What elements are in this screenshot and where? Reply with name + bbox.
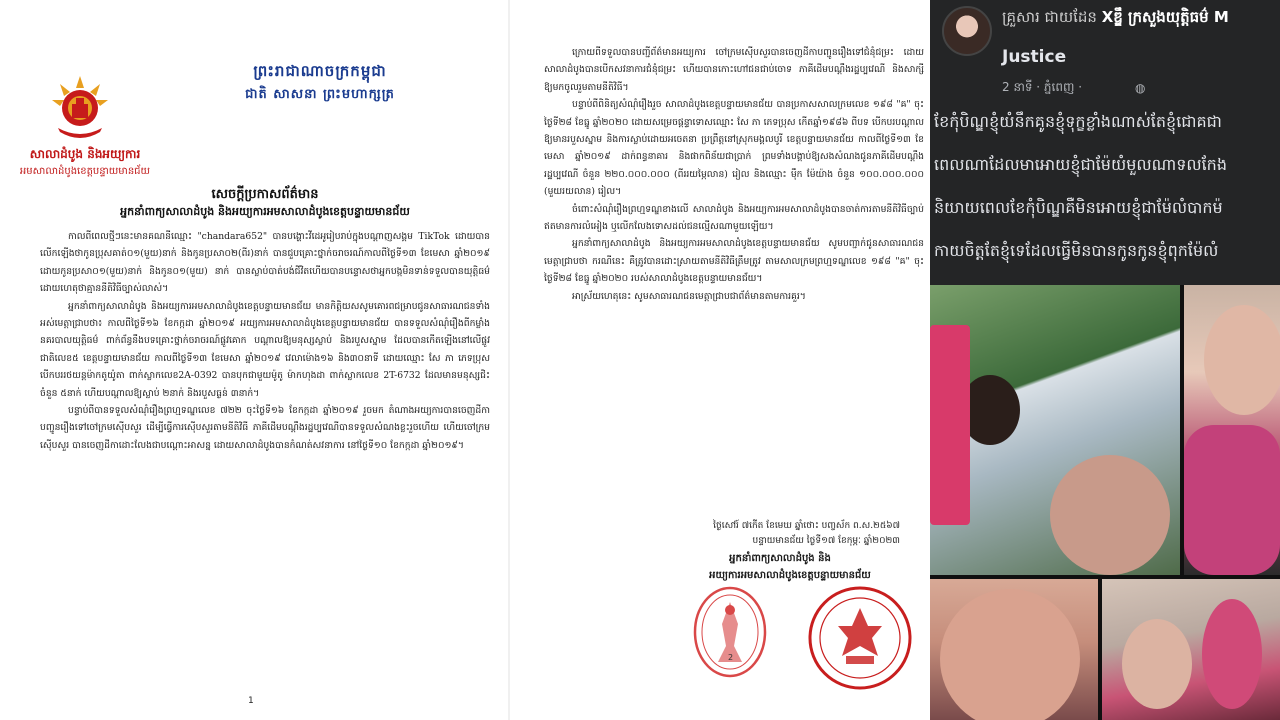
photo-figure — [940, 589, 1080, 720]
org-name-line2: អមសាលាដំបូងខេត្តបន្ទាយមានជ័យ — [19, 166, 151, 177]
official-seal-left-icon — [692, 584, 768, 680]
post-text-line: និយាយពេលខែកុំបិណ្ឌគឺមិនអោយខ្ញុំជាម៉ែលំបាកម៉ — [934, 198, 1223, 217]
group-name[interactable] — [1002, 8, 1229, 30]
letter-page-right — [510, 0, 930, 720]
post-photo-garden[interactable] — [930, 285, 1180, 575]
social-post-panel — [930, 0, 1280, 720]
paragraph: ចំពោះសំណុំរឿងព្រហ្មទណ្ឌខាងលើ សាលាដំបូង និងអយ្យការអមសាលាដំបូងបានចាត់ការតាមនីតិវិធីច្បាប់ ឥតមានការលំអៀង ឬលើកលែងទោសដល់ជនល្មើសណាមួយឡើយ។ — [544, 203, 924, 233]
document-title: សេចក្ដីប្រកាសព័ត៌មាន — [211, 187, 319, 202]
photo-grid — [930, 285, 1280, 720]
globe-icon: ◍ — [1135, 81, 1146, 95]
group-name-prefix: គ្រួសារ ជាយដែន — [1002, 8, 1102, 26]
paragraph: អ្នកនាំពាក្យសាលាដំបូង និងអយ្យការអមសាលាដំបូងខេត្តបន្ទាយមានជ័យ សូមបញ្ជាក់ជូនសាធារណជនមេត្តាជ្រាបថា ករណីនេះ គឺត្រូវបានដោះស្រាយតាមនីតិវិធីត្រឹមត្រូវ តាមសាលក្រមព្រហ្មទណ្ឌលេខ ១៩៨ "ឝ" ចុះថ្ងៃទី២៨ ខែធ្នូ ឆ្នាំ២០២០ របស់សាលាដំបូងខេត្តបន្ទាយមានជ័យ។ — [544, 238, 924, 285]
kingdom-header: ព្រះរាជាណាចក្រកម្ពុជា — [253, 62, 387, 80]
avatar[interactable] — [942, 6, 992, 56]
signer-title-line1: អ្នកនាំពាក្យសាលាដំបូង និង — [729, 553, 831, 564]
post-text-line: ខែកុំបិណ្ឌខ្ញុំយំនឹកគូនខ្ញុំទុក្ខខ្លាំងណាស់តែខ្ញុំជោគជា — [934, 112, 1222, 131]
official-seal-right-icon — [806, 586, 914, 690]
photo-figure — [1202, 599, 1262, 709]
post-author[interactable]: Justice — [1002, 47, 1067, 67]
signer-title-line2: អយ្យការអមសាលាដំបូងខេត្តបន្ទាយមានជ័យ — [709, 570, 871, 581]
paragraph: បន្ទាប់ពីពិនិត្យសំណុំរឿងរួច សាលាដំបូងខេត្តបន្ទាយមានជ័យ បានប្រកាសសាលក្រមលេខ ១៩៨ "ឝ" ចុះថ្ងៃទី២៨ ខែធ្នូ ឆ្នាំ២០២០ ដោយសម្រេចផ្ដន្ទាទោសឈ្មោះ សែ ភា ភេទប្រុស កើតឆ្នាំ១៩៨៦ ពីបទ បើកបរបណ្ដាលឱ្យមានរបួសស្នាម និងការស្លាប់ដោយអចេតនា ប្រព្រឹត្តនៅស្រុកមង្គលបូរី ខេត្តបន្ទាយមានជ័យ កាលពីថ្ងៃទី១៣ ខែមេសា ឆ្នាំ២០១៩ ដាក់ពន្ធនាគារ និងផាកពិន័យជាប្រាក់ ព្រមទាំងបង្គាប់ឱ្យសងសំណងជូនភាគីដើមបណ្ដឹងរដ្ឋប្បវេណី ចំនួន ២២០.០០០.០០០ (ពីររយម្ភៃលាន) រៀល និងឈ្មោះ ម៉ឹក ម៉ែយ៉ាង ចំនួន ១០០.០០០.០០០ (មួយរយលាន) រៀល។ — [544, 99, 924, 198]
paragraph: ក្រោយពីទទួលបានបញ្ជីព័ត៌មានអយ្យការ ចៅក្រមស៊ើបសួរបានចេញដីកាបញ្ជូនរឿងទៅជំនុំជម្រះ ដោយសាលាដំបូងបានបើកសវនាការជំនុំជម្រះ ហើយបានកោះហៅជនជាប់ចោទ ភាគីដើមបណ្ដឹងរដ្ឋប្បវេណី និងសាក្សីឱ្យមកចូលរួមតាមនីតិវិធី។ — [544, 47, 924, 93]
paragraph: បន្ទាប់ពីបានទទួលសំណុំរឿងព្រហ្មទណ្ឌលេខ ៧២២ ចុះថ្ងៃទី១៦ ខែកក្កដា ឆ្នាំ២០១៩ រួចមក តំណាងអយ្យការបានចេញដីកាបញ្ជូនរឿងទៅចៅក្រមស៊ើបសួរ ដើម្បីធ្វើការស៊ើបសួរតាមនីតិវិធី ភាគីដើមបណ្ដឹងរដ្ឋប្បវេណីបានទទួលសំណងខ្លះរួចហើយ ហើយចៅក្រមស៊ើបសួរ បានចេញដីកាដោះលែងជាបណ្ដោះអាសន្ន ដោយសាលាដំបូងបានកំណត់សវនាការ នៅថ្ងៃទី១០ ខែកក្កដា ឆ្នាំ២០១៩។ — [40, 405, 490, 451]
court-emblem-icon — [50, 74, 110, 140]
photo-figure — [930, 325, 970, 525]
paragraph: កាលពីពេលថ្មីៗនេះមានគណនីឈ្មោះ "chandara652" បានបង្ហោះវីដេអូរៀបរាប់ក្នុងបណ្តាញសង្គម TikTok ដោយបានលើកឡើងថាកូនប្រុសគាត់០១(មួយ)នាក់ និងកូនប្រសា០២(ពីរ)នាក់ បានជួបគ្រោះថ្នាក់ចរាចរណ៍កាលពីថ្ងៃទី១៣ ខែមេសា ឆ្នាំ២០១៩ ដោយកូនប្រសា០១(មួយ)នាក់ និងកូន០១(មួយ) នាក់ បានស្លាប់បាត់បង់ជីវិតហើយបានបន្ទោសថាអ្នកបង្កមិនទាន់ទទួលបានយុត្តិធម៌ដោយហេតុថាគ្មាននីតិវិធីច្បាស់លាស់។ — [40, 231, 490, 295]
post-text-line: កាយចិត្តតែខ្ញុំទេដែលធ្វើមិនបានកូនកូនខ្ញុំពុកម៉ែលំ — [934, 241, 1219, 260]
solar-date: បន្ទាយមានជ័យ ថ្ងៃទី១៧ ខែកុម្ភៈ ឆ្នាំ២០២៣ — [752, 536, 900, 546]
paragraph: អាស្រ័យហេតុនេះ សូមសាធារណជនមេត្តាជ្រាបជាព័ត៌មានតាមការគួរ។ — [572, 290, 806, 302]
post-photo-closeup[interactable] — [930, 579, 1098, 720]
post-header — [930, 0, 1280, 100]
page-number: 1 — [248, 696, 254, 706]
seal-number: 2 — [728, 653, 734, 662]
post-photo-car[interactable] — [1102, 579, 1280, 720]
photo-figure — [1122, 619, 1192, 709]
document-subtitle: អ្នកនាំពាក្យសាលាដំបូង និងអយ្យការអមសាលាដំបូងខេត្តបន្ទាយមានជ័យ — [120, 205, 410, 218]
lunar-date: ថ្ងៃសៅរ៍ ៧កើត ខែមេឃ ឆ្នាំថោះ បញ្ចស័ក ព.ស.២៥៦៧ — [713, 521, 900, 531]
photo-figure — [1204, 305, 1280, 415]
letter-body-left — [40, 228, 490, 688]
org-name-line1: សាលាដំបូង និងអយ្យការ — [29, 147, 141, 161]
post-photo-selfie[interactable] — [1184, 285, 1280, 575]
national-motto: ជាតិ សាសនា ព្រះមហាក្សត្រ — [245, 87, 395, 102]
letter-body-right — [544, 44, 924, 514]
photo-figure — [1184, 425, 1280, 575]
paragraph: អ្នកនាំពាក្យសាលាដំបូង និងអយ្យការអមសាលាដំបូងខេត្តបន្ទាយមានជ័យ មានកិត្តិយសសូមគោរពជម្រាបជូនសាធារណជនទាំងអស់មេត្តាជ្រាបថា៖ កាលពីថ្ងៃទី១៦ ខែកក្កដា ឆ្នាំ២០១៩ អយ្យការអមសាលាដំបូងខេត្តបន្ទាយមានជ័យ បានទទួលសំណុំរឿងពីកម្លាំងនគរបាលយុត្តិធម៌ ពាក់ព័ន្ធនឹងបទគ្រោះថ្នាក់ចរាចរណ៍ផ្លូវគោក បណ្ដាលឱ្យមនុស្សស្លាប់ និងរបួសស្នាម ដែលបានកើតឡើងនៅលើផ្លូវជាតិលេខ៥ ខេត្តបន្ទាយមានជ័យ កាលពីថ្ងៃទី១៣ ខែមេសា ឆ្នាំ២០១៩ វេលាម៉ោង១៦ និង៣០នាទី ដោយឈ្មោះ សែ ភា ភេទប្រុស បើកបររថយន្តម៉ាកតូយ៉ូតា ពាក់ស្លាកលេខ2A-0392 បានបុកជាមួយម៉ូតូ ម៉ាកហុងដា ពាក់ស្លាកលេខ 2T-6732 ដែលមានមនុស្សជិះចំនួន ៥នាក់ ហើយបណ្ដាលឱ្យស្លាប់ ២នាក់ និងរបួសធ្ងន់ ៣នាក់។ — [40, 300, 490, 399]
post-timestamp[interactable]: 2 នាទី · ភ្នំពេញ · — [1002, 80, 1083, 94]
group-name-bold: Xឌ្ឌឹ ក្រសួងយុត្តិធម៌ M — [1101, 8, 1229, 26]
letter-page-left — [0, 0, 510, 720]
photo-figure — [1050, 455, 1170, 575]
post-text-line: ពេលណាដែលមាអោយខ្ញុំជាម៉ែយំមួលណាទលកែង — [934, 155, 1227, 174]
post-text — [930, 100, 1280, 285]
